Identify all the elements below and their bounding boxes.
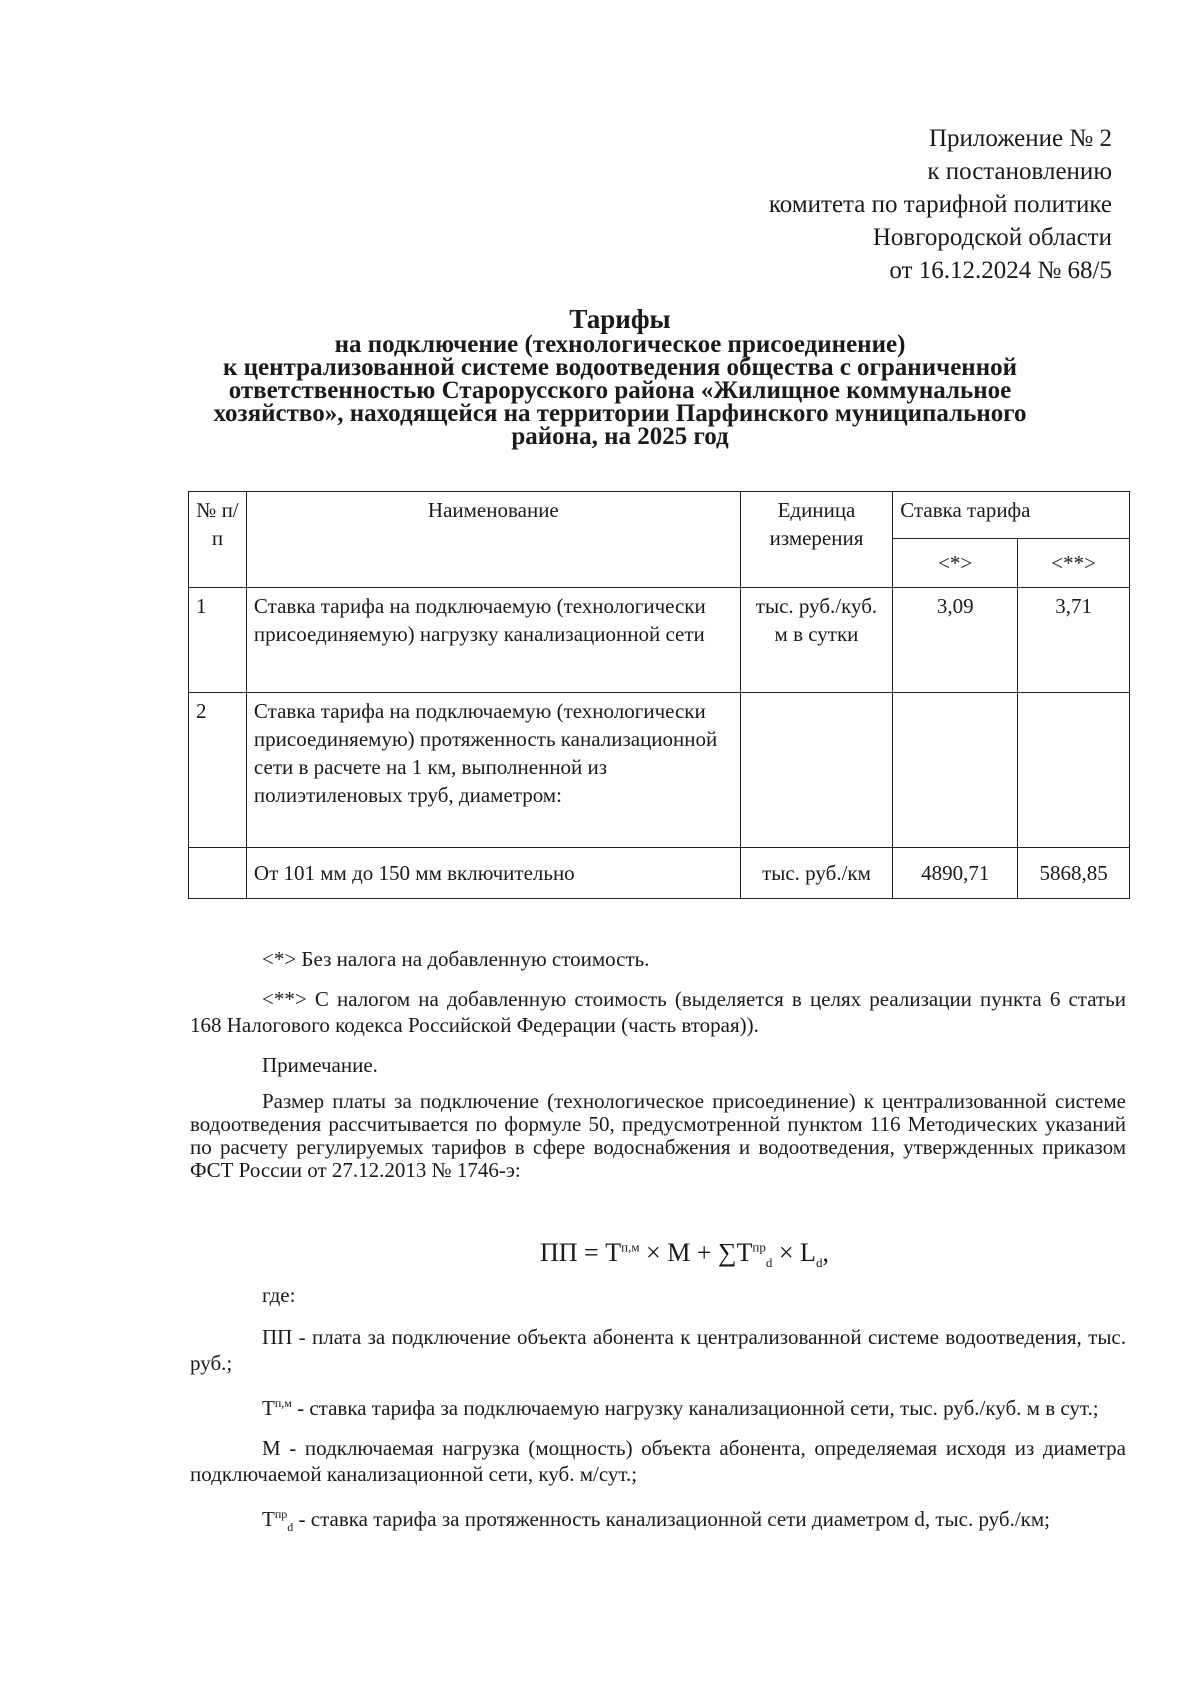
title-line: района, на 2025 год xyxy=(511,423,729,450)
table-row xyxy=(189,848,1130,899)
document-title xyxy=(190,304,1050,450)
title-line: ответственностью Старорусского района «Жилищное коммунальное xyxy=(228,377,1012,404)
row-num: 2 xyxy=(189,693,247,848)
definitions-where: где: xyxy=(262,1283,296,1307)
row-rate-with-vat: 5868,85 xyxy=(1018,848,1130,899)
table-row xyxy=(189,588,1130,693)
definition-pp: ПП - плата за подключение объекта абонента к централизованной системе водоотведения, тыс. руб.; xyxy=(190,1325,1126,1375)
appendix-header xyxy=(769,122,1112,287)
formula-sub: d xyxy=(815,1255,823,1271)
row-name: Ставка тарифа на подключаемую (технологически присоединяемую) нагрузку канализационной сети xyxy=(246,588,740,693)
definition-t-load xyxy=(190,1390,1126,1421)
header-name: Наименование xyxy=(246,492,740,588)
row-rate-without-vat: 3,09 xyxy=(893,588,1018,693)
appendix-line: к постановлению xyxy=(927,158,1112,185)
definition-td-text: - ставка тарифа за протяженность канализационной сети диаметром d, тыс. руб./км; xyxy=(293,1507,1050,1531)
note-label: Примечание. xyxy=(262,1053,378,1077)
appendix-line: Приложение № 2 xyxy=(928,125,1112,152)
header-rate-with-vat: <**> xyxy=(1018,539,1130,588)
row-num xyxy=(189,848,247,899)
header-rate: Ставка тарифа xyxy=(893,492,1130,539)
title-line: к централизованной системе водоотведения общества с ограниченной xyxy=(222,354,1018,381)
row-name: Ставка тарифа на подключаемую (технологически присоединяемую) протяженность канализационной сети в расчете на 1 км, выполненной из полиэтиленовых труб, диаметром: xyxy=(246,693,740,848)
symbol-t-sup: п,м xyxy=(274,1396,292,1410)
row-rate-without-vat: 4890,71 xyxy=(893,848,1018,899)
appendix-line: Новгородской области xyxy=(872,224,1112,251)
appendix-line: от 16.12.2024 № 68/5 xyxy=(889,257,1112,284)
row-rate-without-vat xyxy=(893,693,1018,848)
formula-part: , xyxy=(822,1238,829,1267)
row-rate-with-vat: 3,71 xyxy=(1018,588,1130,693)
title-line: на подключение (технологическое присоединение) xyxy=(334,331,906,358)
table-header-row xyxy=(189,492,1130,539)
table-row xyxy=(189,693,1130,848)
row-unit xyxy=(740,693,892,848)
header-num: № п/п xyxy=(189,492,247,588)
footnote-without-vat: <*> Без налога на добавленную стоимость. xyxy=(262,947,650,971)
row-rate-with-vat xyxy=(1018,693,1130,848)
note-text: Размер платы за подключение (технологическое присоединение) к централизованной системе водоотведения рассчитывается по формуле 50, предусмотренной пунктом 116 Методических указаний по расчету регулируемых тарифов в сфере водоснабжения и водоотведения, утвержденных приказом ФСТ России от 27.12.2013 № 1746-э: xyxy=(190,1089,1126,1182)
title-line: хозяйство», находящейся на территории Парфинского муниципального xyxy=(213,400,1027,427)
formula-sup: пр xyxy=(752,1239,766,1255)
header-rate-without-vat: <*> xyxy=(893,539,1018,588)
symbol-td-sup: пр xyxy=(274,1507,288,1521)
formula-part: ПП = T xyxy=(540,1238,622,1267)
definition-t-length xyxy=(190,1501,1126,1540)
formula-part: × M + ∑T xyxy=(639,1238,753,1267)
header-unit: Единица измерения xyxy=(740,492,892,588)
formula-definitions xyxy=(190,1282,1126,1554)
title-main: Тарифы xyxy=(569,304,671,334)
symbol-td: T xyxy=(262,1507,275,1531)
definition-t-text: - ставка тарифа за подключаемую нагрузку канализационной сети, тыс. руб./куб. м в сут.; xyxy=(291,1396,1099,1420)
row-name: От 101 мм до 150 мм включительно xyxy=(246,848,740,899)
row-unit: тыс. руб./км xyxy=(740,848,892,899)
row-unit: тыс. руб./куб. м в сутки xyxy=(740,588,892,693)
row-num: 1 xyxy=(189,588,247,693)
fee-formula xyxy=(540,1238,829,1271)
appendix-line: комитета по тарифной политике xyxy=(768,191,1112,218)
tariff-table xyxy=(188,491,1130,899)
definition-m: M - подключаемая нагрузка (мощность) объекта абонента, определяемая исходя из диаметра подключаемой канализационной сети, куб. м/сут.; xyxy=(190,1436,1126,1486)
footnote-with-vat: <**> С налогом на добавленную стоимость (выделяется в целях реализации пункта 6 статьи 168 Налогового кодекса Российской Федерации (часть вторая)). xyxy=(190,987,1126,1037)
symbol-t: T xyxy=(262,1396,275,1420)
symbol-td-sub: d xyxy=(287,1520,294,1535)
formula-sub: d xyxy=(765,1255,773,1271)
formula-sup: п,м xyxy=(621,1239,640,1255)
formula-part: × L xyxy=(772,1238,816,1267)
footnotes xyxy=(190,946,1126,1182)
